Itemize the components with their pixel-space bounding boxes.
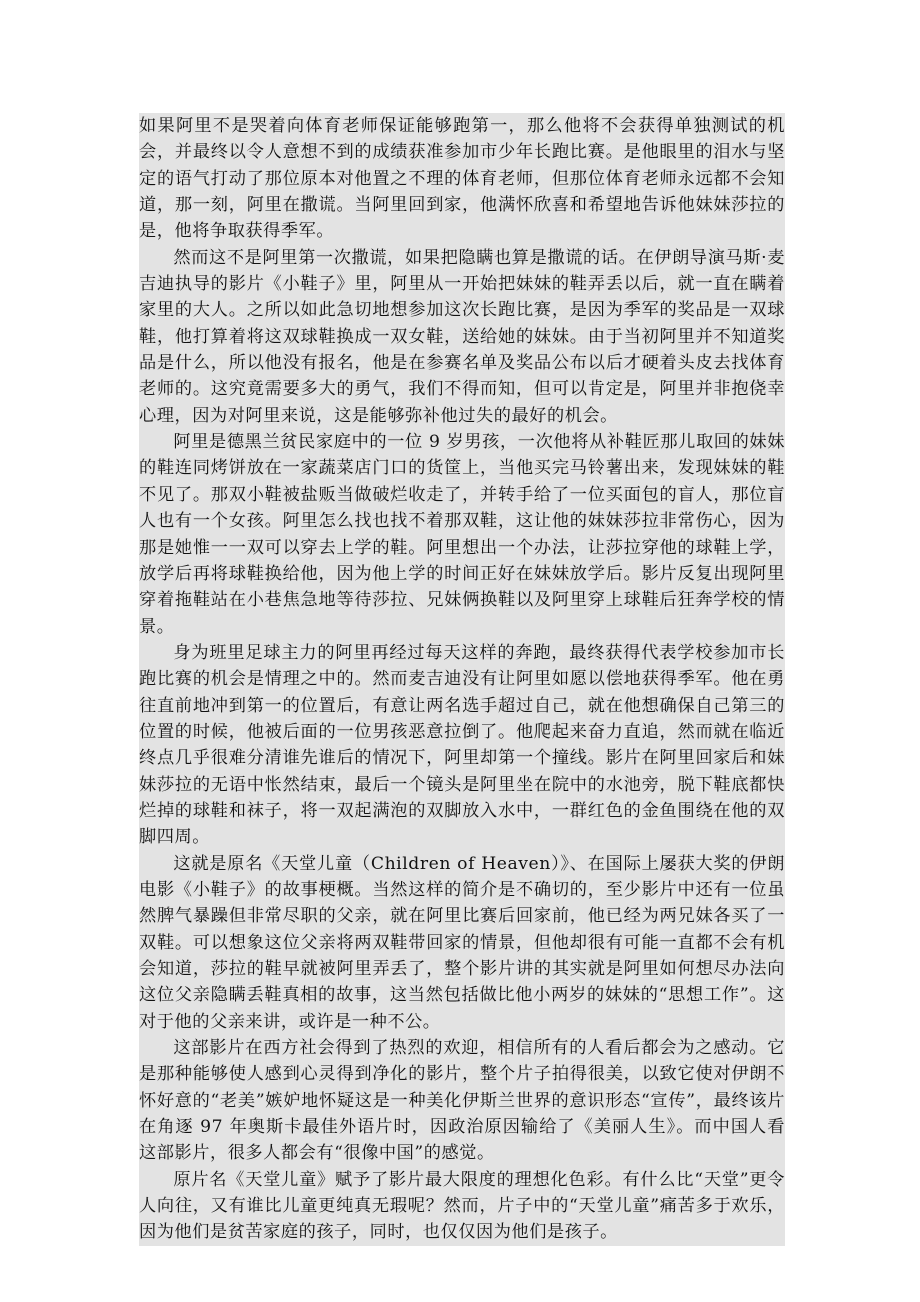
- document-body: [139, 113, 785, 1246]
- paragraph-6: 这部影片在西方社会得到了热烈的欢迎，相信所有的人看后都会为之感动。它是那种能够使人感到心灵得到净化的影片，整个片子拍得很美，以致它使对伊朗不怀好意的“老美”嫉妒地怀疑这是一种美化伊斯兰世界的意识形态“宣传”，最终该片在角逐 97 年奥斯卡最佳外语片时，因政治原因输给了《美丽人生》。而中国人看这部影片，很多人都会有“很像中国”的感觉。: [139, 1035, 785, 1167]
- paragraph-2: 然而这不是阿里第一次撒谎，如果把隐瞒也算是撒谎的话。在伊朗导演马斯·麦吉迪执导的影片《小鞋子》里，阿里从一开始把妹妹的鞋弄丢以后，就一直在瞒着家里的大人。之所以如此急切地想参加这次长跑比赛，是因为季军的奖品是一双球鞋，他打算着将这双球鞋换成一双女鞋，送给她的妹妹。由于当初阿里并不知道奖品是什么，所以他没有报名，他是在参赛名单及奖品公布以后才硬着头皮去找体育老师的。这究竟需要多大的勇气，我们不得而知，但可以肯定是，阿里并非抱侥幸心理，因为对阿里来说，这是能够弥补他过失的最好的机会。: [139, 245, 785, 429]
- paragraph-1: 如果阿里不是哭着向体育老师保证能够跑第一，那么他将不会获得单独测试的机会，并最终以令人意想不到的成绩获准参加市少年长跑比赛。是他眼里的泪水与坚定的语气打动了那位原本对他置之不理的体育老师，但那位体育老师永远都不会知道，那一刻，阿里在撒谎。当阿里回到家，他满怀欣喜和希望地告诉他妹妹莎拉的是，他将争取获得季军。: [139, 113, 785, 245]
- paragraph-3: 阿里是德黑兰贫民家庭中的一位 9 岁男孩，一次他将从补鞋匠那儿取回的妹妹的鞋连同烤饼放在一家蔬菜店门口的货筐上，当他买完马铃薯出来，发现妹妹的鞋不见了。那双小鞋被盐贩当做破烂收走了，并转手给了一位买面包的盲人，那位盲人也有一个女孩。阿里怎么找也找不着那双鞋，这让他的妹妹莎拉非常伤心，因为那是她惟一一双可以穿去上学的鞋。阿里想出一个办法，让莎拉穿他的球鞋上学，放学后再将球鞋换给他，因为他上学的时间正好在妹妹放学后。影片反复出现阿里穿着拖鞋站在小巷焦急地等待莎拉、兄妹俩换鞋以及阿里穿上球鞋后狂奔学校的情景。: [139, 429, 785, 640]
- paragraph-4: 身为班里足球主力的阿里再经过每天这样的奔跑，最终获得代表学校参加市长跑比赛的机会是情理之中的。然而麦吉迪没有让阿里如愿以偿地获得季军。他在勇往直前地冲到第一的位置后，有意让两名选手超过自己，就在他想确保自己第三的位置的时候，他被后面的一位男孩恶意拉倒了。他爬起来奋力直追，然而就在临近终点几乎很难分清谁先谁后的情况下，阿里却第一个撞线。影片在阿里回家后和妹妹莎拉的无语中怅然结束，最后一个镜头是阿里坐在院中的水池旁，脱下鞋底都快烂掉的球鞋和袜子，将一双起满泡的双脚放入水中，一群红色的金鱼围绕在他的双脚四周。: [139, 640, 785, 851]
- paragraph-7: 原片名《天堂儿童》赋予了影片最大限度的理想化色彩。有什么比“天堂”更令人向往，又有谁比儿童更纯真无瑕呢？然而，片子中的“天堂儿童”痛苦多于欢乐，因为他们是贫苦家庭的孩子，同时，也仅仅因为他们是孩子。: [139, 1167, 785, 1246]
- paragraph-5: 这就是原名《天堂儿童（Children of Heaven）》、在国际上屡获大奖的伊朗电影《小鞋子》的故事梗概。当然这样的简介是不确切的，至少影片中还有一位虽然脾气暴躁但非常尽职的父亲，就在阿里比赛后回家前，他已经为两兄妹各买了一双鞋。可以想象这位父亲将两双鞋带回家的情景，但他却很有可能一直都不会有机会知道，莎拉的鞋早就被阿里弄丢了，整个影片讲的其实就是阿里如何想尽办法向这位父亲隐瞒丢鞋真相的故事，这当然包括做比他小两岁的妹妹的“思想工作”。这对于他的父亲来讲，或许是一种不公。: [139, 851, 785, 1035]
